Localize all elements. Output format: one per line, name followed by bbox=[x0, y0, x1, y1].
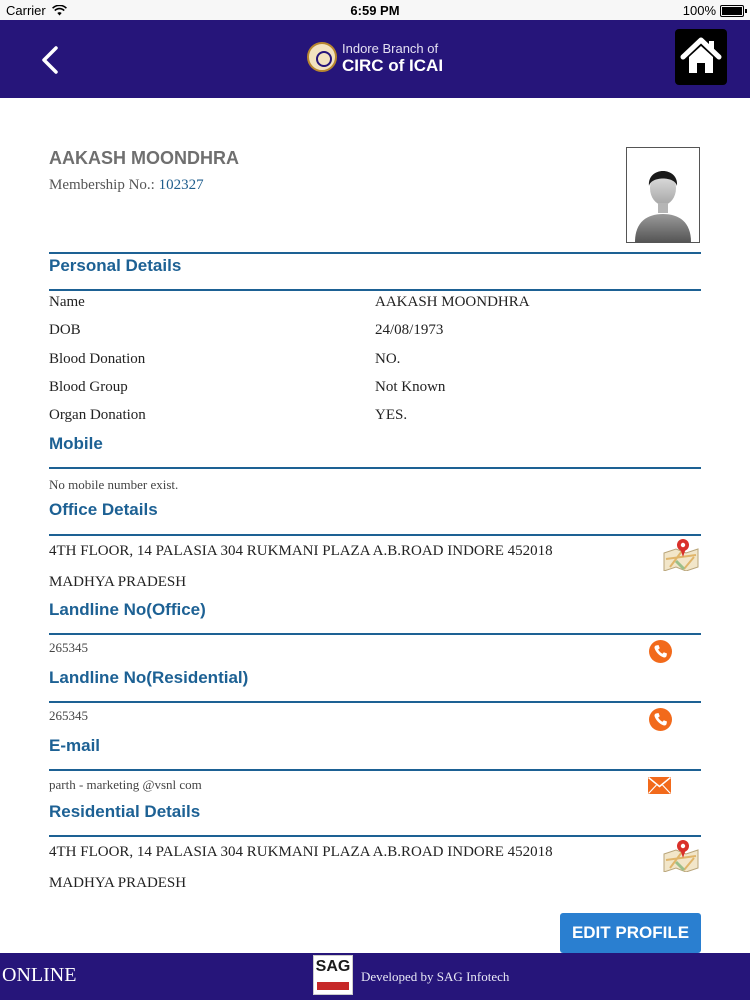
footer bbox=[0, 953, 750, 1000]
personal-details-title: Personal Details bbox=[49, 256, 182, 275]
clock: 6:59 PM bbox=[350, 3, 400, 18]
developer-credit: Developed by SAG Infotech bbox=[361, 969, 510, 984]
chevron-left-icon bbox=[36, 40, 66, 80]
blood-donation-label: Blood Donation bbox=[49, 351, 146, 367]
divider bbox=[49, 252, 701, 254]
organ-donation-value: YES. bbox=[375, 407, 408, 423]
battery-percentage: 100% bbox=[682, 3, 716, 18]
divider bbox=[49, 467, 701, 469]
call-residential-button[interactable] bbox=[649, 708, 672, 731]
mobile-value: No mobile number exist. bbox=[49, 477, 179, 492]
residential-map-button[interactable] bbox=[662, 838, 700, 872]
blood-group-value: Not Known bbox=[375, 379, 446, 395]
online-label: ONLINE bbox=[2, 964, 77, 986]
landline-office-title: Landline No(Office) bbox=[49, 600, 206, 619]
phone-icon bbox=[653, 644, 668, 659]
sag-logo-bar bbox=[317, 982, 349, 990]
mail-icon bbox=[648, 777, 671, 794]
send-email-button[interactable] bbox=[648, 777, 671, 794]
avatar-icon bbox=[627, 148, 699, 242]
home-icon bbox=[680, 35, 722, 77]
logo-line2: CIRC of ICAI bbox=[342, 56, 444, 75]
profile-photo bbox=[626, 147, 700, 243]
office-address-line2: MADHYA PRADESH bbox=[49, 574, 187, 590]
office-details-title: Office Details bbox=[49, 500, 158, 519]
logo-line1: Indore Branch of bbox=[342, 41, 439, 56]
branch-logo bbox=[307, 40, 467, 80]
organ-donation-label: Organ Donation bbox=[49, 407, 146, 423]
dob-label: DOB bbox=[49, 322, 81, 338]
divider bbox=[49, 633, 701, 635]
residential-address-line2: MADHYA PRADESH bbox=[49, 875, 187, 891]
name-label: Name bbox=[49, 294, 85, 310]
blood-group-label: Blood Group bbox=[49, 379, 128, 395]
membership-number: 102327 bbox=[158, 177, 204, 193]
carrier-label: Carrier bbox=[6, 3, 46, 18]
email-value: parth - marketing @vsnl com bbox=[49, 777, 202, 792]
residential-address-line1: 4TH FLOOR, 14 PALASIA 304 RUKMANI PLAZA A.B.ROAD INDORE 452018 bbox=[49, 844, 553, 860]
divider bbox=[49, 534, 701, 536]
divider bbox=[49, 835, 701, 837]
sag-logo bbox=[313, 955, 353, 995]
divider bbox=[49, 289, 701, 291]
blood-donation-value: NO. bbox=[375, 351, 401, 367]
dob-value: 24/08/1973 bbox=[375, 322, 444, 338]
landline-residential-title: Landline No(Residential) bbox=[49, 668, 249, 687]
edit-profile-button[interactable]: EDIT PROFILE bbox=[560, 913, 701, 953]
sag-logo-text: SAG bbox=[315, 958, 351, 975]
icai-seal-icon bbox=[307, 42, 337, 72]
office-map-button[interactable] bbox=[662, 537, 700, 571]
email-title: E-mail bbox=[49, 736, 101, 755]
membership-label: Membership No.: bbox=[49, 177, 155, 193]
phone-icon bbox=[653, 712, 668, 727]
map-pin-icon bbox=[662, 537, 700, 571]
membership-info bbox=[49, 177, 204, 194]
mobile-title: Mobile bbox=[49, 434, 103, 453]
back-button[interactable] bbox=[36, 40, 66, 80]
status-bar bbox=[0, 0, 750, 20]
office-address-line1: 4TH FLOOR, 14 PALASIA 304 RUKMANI PLAZA A.B.ROAD INDORE 452018 bbox=[49, 543, 553, 559]
name-value: AAKASH MOONDHRA bbox=[375, 294, 530, 310]
call-office-button[interactable] bbox=[649, 640, 672, 663]
profile-name: AAKASH MOONDHRA bbox=[49, 148, 239, 168]
home-button[interactable] bbox=[675, 29, 727, 85]
map-pin-icon bbox=[662, 838, 700, 872]
landline-residential-value: 265345 bbox=[49, 708, 88, 723]
residential-details-title: Residential Details bbox=[49, 802, 201, 821]
app-header bbox=[0, 20, 750, 98]
divider bbox=[49, 701, 701, 703]
landline-office-value: 265345 bbox=[49, 640, 88, 655]
divider bbox=[49, 769, 701, 771]
battery-icon bbox=[720, 5, 744, 17]
